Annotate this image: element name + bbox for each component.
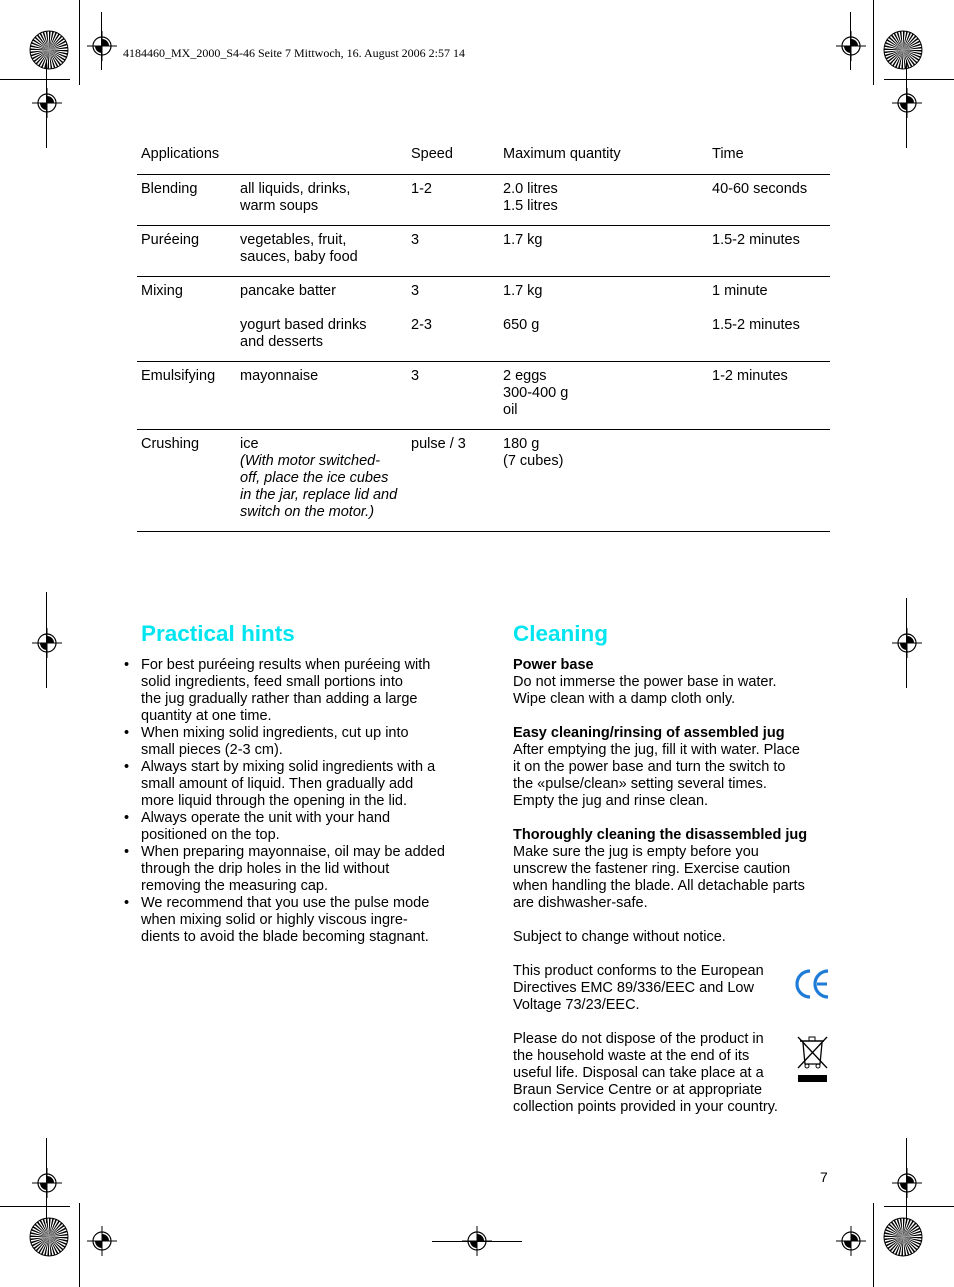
cell-quantity: 2.0 litres 1.5 litres bbox=[503, 181, 558, 214]
notice-text: Subject to change without notice. bbox=[513, 929, 726, 945]
cell-item: pancake batter bbox=[240, 283, 336, 299]
registration-mark-icon bbox=[892, 88, 922, 118]
crop-line bbox=[884, 79, 954, 80]
power-base-section: Power base Do not immerse the power base in water. Wipe clean with a damp cloth only. Easy cleaning/rinsing of assembled jug After emptying the jug, fill it with water. Place it on the power base and turn the switch to the «pulse/clean» setting several times. Empty the jug and rinse clean. Thoroughly cleaning the disassembled jug Make sure the jug is empty before you unscrew the fastener ring. Exercise caution when handling the blade. All detachable parts are dishwasher-safe. Subject to change without notice. This product conforms to the European Directives EMC 89/336/EEC and Low Voltage 73/23/EEC. Please do not dispose of the product in the household waste at the end of its useful life. Disposal can take place at a Braun Service Centre or at appropriate collection points provided in your country. bbox=[513, 657, 833, 1116]
cell-application: Puréeing bbox=[141, 232, 200, 248]
section-heading: Easy cleaning/rinsing of assembled jug bbox=[513, 725, 785, 741]
table-row bbox=[137, 175, 830, 226]
table-row bbox=[137, 277, 830, 362]
list-item: • When preparing mayonnaise, oil may be added through the drip holes in the lid without removing the measuring cap. bbox=[124, 844, 469, 895]
header-applications: Applications bbox=[141, 146, 220, 162]
page-number: 7 bbox=[820, 1169, 828, 1185]
cleaning-title: Cleaning bbox=[513, 621, 609, 646]
crop-line bbox=[46, 592, 47, 688]
table-row bbox=[137, 226, 830, 277]
list-item: • Always operate the unit with your hand positioned on the top. bbox=[124, 810, 469, 844]
cell-speed: 3 bbox=[411, 232, 420, 248]
registration-mark-icon bbox=[892, 628, 922, 658]
cell-speed: pulse / 3 bbox=[411, 436, 466, 452]
registration-mark-icon bbox=[836, 1226, 866, 1256]
list-item: • For best puréeing results when puréeing with solid ingredients, feed small portions into the jug gradually rather than adding a large quantity at one time. bbox=[124, 657, 469, 725]
crop-line bbox=[873, 1203, 874, 1287]
cell-time: 1-2 minutes bbox=[712, 368, 788, 384]
registration-mark-icon bbox=[87, 1226, 117, 1256]
cell-item: yogurt based drinks and desserts bbox=[240, 317, 367, 350]
crop-line bbox=[906, 1138, 907, 1223]
cell-speed: 3 bbox=[411, 283, 420, 299]
print-header: 4184460_MX_2000_S4-46 Seite 7 Mittwoch, 16. August 2006 2:57 14 bbox=[123, 46, 466, 60]
cell-quantity: 2 eggs 300-400 g oil bbox=[503, 368, 569, 418]
cell-time: 1.5-2 minutes bbox=[712, 232, 800, 248]
table-row bbox=[137, 430, 830, 532]
cell-speed: 1-2 bbox=[411, 181, 432, 197]
registration-mark-icon bbox=[32, 1168, 62, 1198]
crop-line bbox=[46, 1138, 47, 1223]
crop-line bbox=[884, 1206, 954, 1207]
crop-line bbox=[906, 60, 907, 148]
cell-quantity: 1.7 kg bbox=[503, 283, 543, 299]
hints-title: Practical hints bbox=[141, 621, 295, 646]
cell-application: Crushing bbox=[141, 436, 200, 452]
crop-line bbox=[906, 598, 907, 688]
list-item: • When mixing solid ingredients, cut up into small pieces (2-3 cm). bbox=[124, 725, 469, 759]
crop-line bbox=[101, 12, 102, 70]
applications-table bbox=[137, 146, 830, 532]
starburst-target-icon bbox=[29, 1217, 69, 1257]
hints-list bbox=[124, 657, 469, 946]
crop-line bbox=[0, 79, 70, 80]
crop-line bbox=[79, 1203, 80, 1287]
cell-speed: 3 bbox=[411, 368, 420, 384]
section-heading: Thoroughly cleaning the disassembled jug bbox=[513, 827, 808, 843]
cell-quantity: 650 g bbox=[503, 317, 540, 333]
list-item: • Always start by mixing solid ingredients with a small amount of liquid. Then gradually add more liquid through the opening in the lid. bbox=[124, 759, 469, 810]
starburst-target-icon bbox=[883, 30, 923, 70]
cell-quantity: 1.7 kg bbox=[503, 232, 543, 248]
crop-line bbox=[0, 1206, 70, 1207]
cell-quantity: 180 g (7 cubes) bbox=[503, 436, 564, 469]
cell-application: Emulsifying bbox=[141, 368, 216, 384]
registration-mark-icon bbox=[892, 1168, 922, 1198]
cell-item: vegetables, fruit, sauces, baby food bbox=[240, 232, 358, 265]
crop-line bbox=[850, 12, 851, 70]
list-item: • We recommend that you use the pulse mode when mixing solid or highly viscous ingre- dients to avoid the blade becoming stagnant. bbox=[124, 895, 469, 946]
registration-mark-icon bbox=[836, 31, 866, 61]
header-speed: Speed bbox=[411, 146, 453, 162]
table-header bbox=[137, 146, 830, 175]
cell-speed: 2-3 bbox=[411, 317, 432, 333]
starburst-target-icon bbox=[883, 1217, 923, 1257]
header-time: Time bbox=[712, 146, 744, 162]
crop-line bbox=[873, 0, 874, 85]
cell-item: all liquids, drinks, warm soups bbox=[240, 181, 351, 214]
ce-mark-icon bbox=[795, 968, 830, 1000]
registration-mark-icon bbox=[87, 31, 117, 61]
cell-application: Mixing bbox=[141, 283, 183, 299]
cell-item: mayonnaise bbox=[240, 368, 319, 384]
crop-line bbox=[79, 0, 80, 85]
registration-mark-icon bbox=[32, 88, 62, 118]
cell-time: 40-60 seconds bbox=[712, 181, 808, 197]
header-max-quantity: Maximum quantity bbox=[503, 146, 621, 162]
section-heading: Power base bbox=[513, 657, 594, 673]
cell-application: Blending bbox=[141, 181, 198, 197]
starburst-target-icon bbox=[29, 30, 69, 70]
crop-line bbox=[432, 1241, 522, 1242]
cell-item: ice (With motor switched- off, place the ice cubes in the jar, replace lid and switch on the motor.) bbox=[240, 436, 398, 520]
crop-line bbox=[46, 60, 47, 148]
crossed-bin-icon bbox=[795, 1034, 830, 1084]
cell-time: 1.5-2 minutes bbox=[712, 317, 800, 333]
table-row bbox=[137, 362, 830, 430]
cell-time: 1 minute bbox=[712, 283, 768, 299]
registration-mark-icon bbox=[32, 628, 62, 658]
